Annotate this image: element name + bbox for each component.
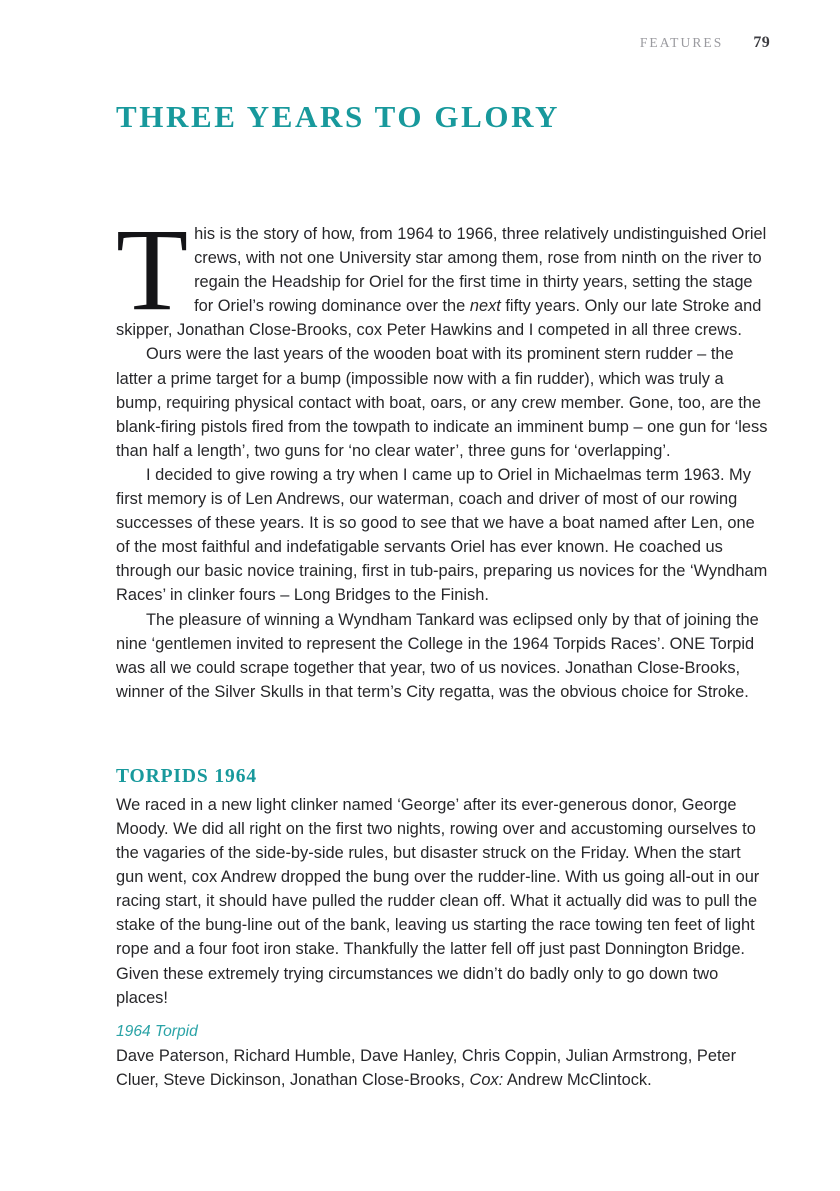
paragraph-wooden-boat: Ours were the last years of the wooden boat with its prominent stern rudder – the latter a prime target for a bump (impossible now with a fin rudder), which was truly a bump, requiring physical contact with boat, oars, or any crew member. Gone, too, are the blank-firing pistols fired from the towpath to indicate an imminent bump – one gun for ‘less than half a length’, two guns for ‘no clear water’, three guns for ‘overlapping’. bbox=[116, 345, 768, 460]
section-heading-torpids-1964: TORPIDS 1964 bbox=[116, 765, 258, 787]
article-title: THREE YEARS TO GLORY bbox=[116, 98, 560, 134]
paragraph-michaelmas-1963: I decided to give rowing a try when I came up to Oriel in Michaelmas term 1963. My first memory is of Len Andrews, our waterman, coach and driver of most of our rowing successes of these years. It is so good to see that we have a boat named after Len, one of the most faithful and indefatigable servants Oriel has ever known. He coached us through our basic novice training, first in tub-pairs, preparing us novices for the ‘Wyndham Races’ in clinker fours – Long Bridges to the Finish. bbox=[116, 465, 768, 605]
running-header bbox=[640, 34, 770, 52]
crew-cox-name: Andrew McClintock. bbox=[503, 1070, 652, 1089]
page-number: 79 bbox=[753, 34, 770, 51]
paragraph-opening-tail: fifty years. Only our late Stroke and skipper, Jonathan Close-Brooks, cox Peter Hawkins and I competed in all three crews. bbox=[116, 297, 762, 340]
paragraph-opening bbox=[116, 204, 771, 342]
paragraph-torpids-1964: We raced in a new light clinker named ‘George’ after its ever-generous donor, George Moody. We did all right on the first two nights, rowing over and accustoming ourselves to the vagaries of the side-by-side rules, but disaster struck on the Friday. When the start gun went, cox Andrew dropped the bung over the rudder-line. With us going all-out in our racing start, it should have pulled the rudder clean off. What it actually did was to pull the stake of the bung-line out of the bank, leaving us starting the race towing ten feet of light rope and a four foot iron stake. Thankfully the latter fell off just past Donnington Bridge. Given these extremely trying circumstances we didn’t do badly only to go down two places! bbox=[116, 795, 760, 1007]
section-torpids-1964 bbox=[116, 766, 771, 1092]
crew-names-text: Dave Paterson, Richard Humble, Dave Hanley, Chris Coppin, Julian Armstrong, Peter Cluer, Steve Dickinson, Jonathan Close-Brooks, bbox=[116, 1046, 737, 1089]
drop-cap-letter: T bbox=[116, 204, 189, 335]
crew-caption-1964-torpid: 1964 Torpid bbox=[116, 1022, 198, 1040]
article-body-column bbox=[116, 204, 771, 1092]
running-header-section-label: FEATURES bbox=[639, 35, 724, 50]
crew-cox-label: Cox: bbox=[469, 1070, 504, 1089]
paragraph-opening-emphasis: next bbox=[469, 297, 501, 316]
paragraph-opening-text: his is the story of how, from 1964 to 1966, three relatively undistinguished Oriel crews, with not one University star among them, rose from ninth on the river to regain the Headship for Oriel for the first time in thirty years, setting the stage for Oriel’s rowing dominance over the bbox=[194, 225, 767, 316]
crew-names-list bbox=[116, 1044, 771, 1092]
paragraph-wyndham-tankard: The pleasure of winning a Wyndham Tankard was eclipsed only by that of joining the nine ‘gentlemen invited to represent the College in the 1964 Torpids Races’. ONE Torpid was all we could scrape together that year, two of us novices. Jonathan Close-Brooks, winner of the Silver Skulls in that term’s City regatta, was the obvious choice for Stroke. bbox=[116, 610, 759, 701]
